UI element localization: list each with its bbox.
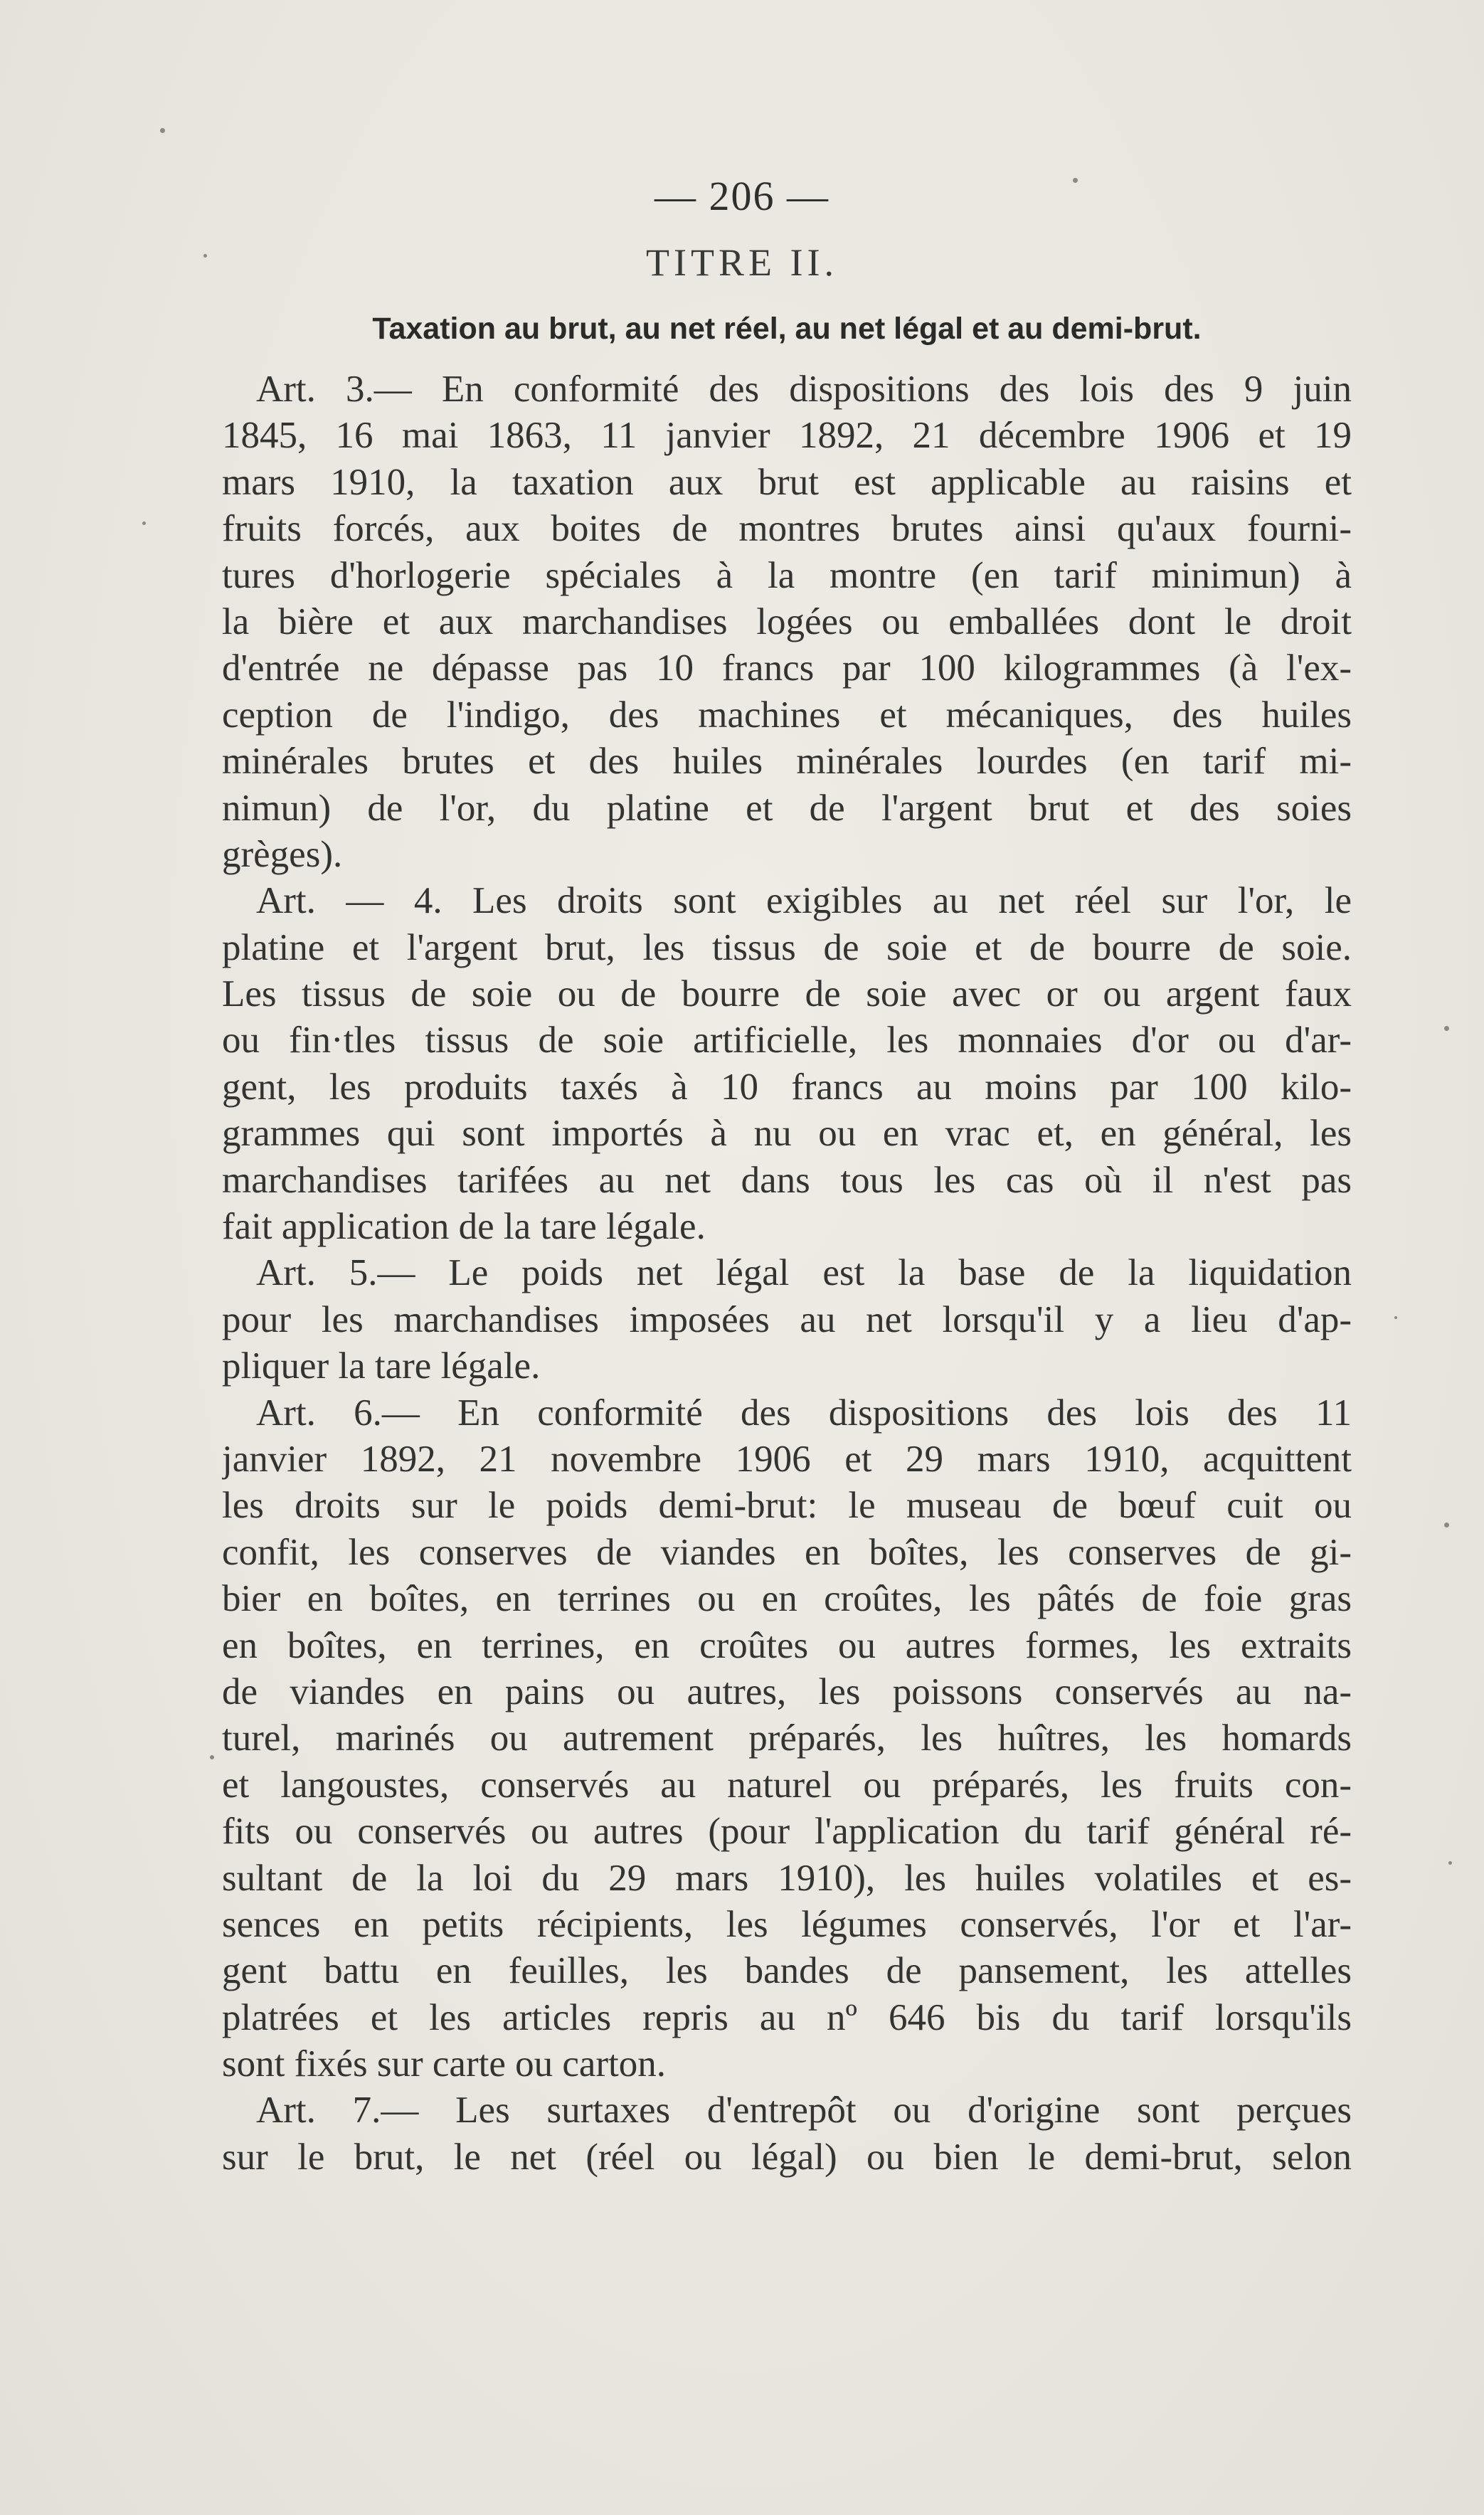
paper-speck [160, 128, 165, 133]
text-line: fits ou conservés ou autres (pour l'application du tarif général ré- [222, 1811, 1352, 1853]
paper-speck [1394, 1316, 1397, 1319]
text-line: ception de l'indigo, des machines et mécaniques, des huiles [222, 694, 1352, 736]
paper-speck [210, 1755, 214, 1759]
text-line: en boîtes, en terrines, en croûtes ou autres formes, les extraits [222, 1624, 1352, 1666]
text-line: d'entrée ne dépasse pas 10 francs par 100 kilogrammes (à l'ex- [222, 647, 1352, 689]
text-line: nimun) de l'or, du platine et de l'argent brut et des soies [222, 787, 1352, 829]
text-line: Les tissus de soie ou de bourre de soie avec or ou argent faux [222, 973, 1352, 1015]
text-line: sences en petits récipients, les légumes conservés, l'or et l'ar- [222, 1903, 1352, 1945]
paper-speck [1444, 1523, 1449, 1527]
text-line: Art. 7.— Les surtaxes d'entrepôt ou d'origine sont perçues [256, 2090, 1352, 2132]
text-line: de viandes en pains ou autres, les poissons conservés au na- [222, 1671, 1352, 1712]
text-line: les droits sur le poids demi-brut: le museau de bœuf cuit ou [222, 1485, 1352, 1527]
text-line: Art. 6.— En conformité des dispositions des lois des 11 [256, 1392, 1352, 1434]
text-line: fruits forcés, aux boites de montres brutes ainsi qu'aux fourni- [222, 508, 1352, 550]
paper-speck [1444, 1026, 1449, 1031]
paper-speck [142, 521, 146, 525]
text-line: fait application de la tare légale. [222, 1206, 706, 1248]
text-line: pliquer la tare légale. [222, 1345, 541, 1387]
text-line: mars 1910, la taxation aux brut est applicable au raisins et [222, 461, 1352, 503]
text-line: sont fixés sur carte ou carton. [222, 2043, 667, 2085]
text-line: Art. 5.— Le poids net légal est la base de la liquidation [256, 1252, 1352, 1294]
text-line: Art. — 4. Les droits sont exigibles au net réel sur l'or, le [256, 880, 1352, 922]
text-line: la bière et aux marchandises logées ou emballées dont le droit [222, 600, 1352, 642]
text-line: gent, les produits taxés à 10 francs au moins par 100 kilo- [222, 1066, 1352, 1108]
page-number: — 206 — [654, 173, 830, 219]
text-line: platine et l'argent brut, les tissus de soie et de bourre de soie. [222, 926, 1352, 968]
body-text [222, 366, 1352, 2181]
text-line: minérales brutes et des huiles minérales lourdes (en tarif mi- [222, 741, 1352, 783]
text-line: platrées et les articles repris au nº 646 bis du tarif lorsqu'ils [222, 1996, 1352, 2038]
paper-speck [1448, 1861, 1452, 1865]
text-line: grèges). [222, 833, 343, 875]
text-line: confit, les conserves de viandes en boîtes, les conserves de gi- [222, 1531, 1352, 1573]
text-line: Art. 3.— En conformité des dispositions des lois des 9 juin [256, 369, 1352, 410]
text-line: 1845, 16 mai 1863, 11 janvier 1892, 21 décembre 1906 et 19 [222, 415, 1352, 457]
section-subtitle: Taxation au brut, au net réel, au net légal et au demi-brut. [372, 312, 1202, 346]
text-line: sultant de la loi du 29 mars 1910), les huiles volatiles et es- [222, 1857, 1352, 1899]
text-line: bier en boîtes, en terrines ou en croûtes, les pâtés de foie gras [222, 1578, 1352, 1620]
text-line: et langoustes, conservés au naturel ou préparés, les fruits con- [222, 1764, 1352, 1806]
text-line: tures d'horlogerie spéciales à la montre (en tarif minimun) à [222, 554, 1352, 596]
text-line: gent battu en feuilles, les bandes de pansement, les attelles [222, 1950, 1352, 1992]
text-line: sur le brut, le net (réel ou légal) ou bien le demi-brut, selon [222, 2136, 1352, 2178]
text-line: ou fin·tles tissus de soie artificielle, les monnaies d'or ou d'ar- [222, 1020, 1352, 1061]
text-line: marchandises tarifées au net dans tous les cas où il n'est pas [222, 1159, 1352, 1201]
text-line: turel, marinés ou autrement préparés, les huîtres, les homards [222, 1717, 1352, 1759]
text-line: janvier 1892, 21 novembre 1906 et 29 mars 1910, acquittent [222, 1438, 1352, 1480]
section-title: TITRE II. [646, 241, 838, 284]
text-line: grammes qui sont importés à nu ou en vrac et, en général, les [222, 1113, 1352, 1155]
text-line: pour les marchandises imposées au net lorsqu'il y a lieu d'ap- [222, 1298, 1352, 1340]
